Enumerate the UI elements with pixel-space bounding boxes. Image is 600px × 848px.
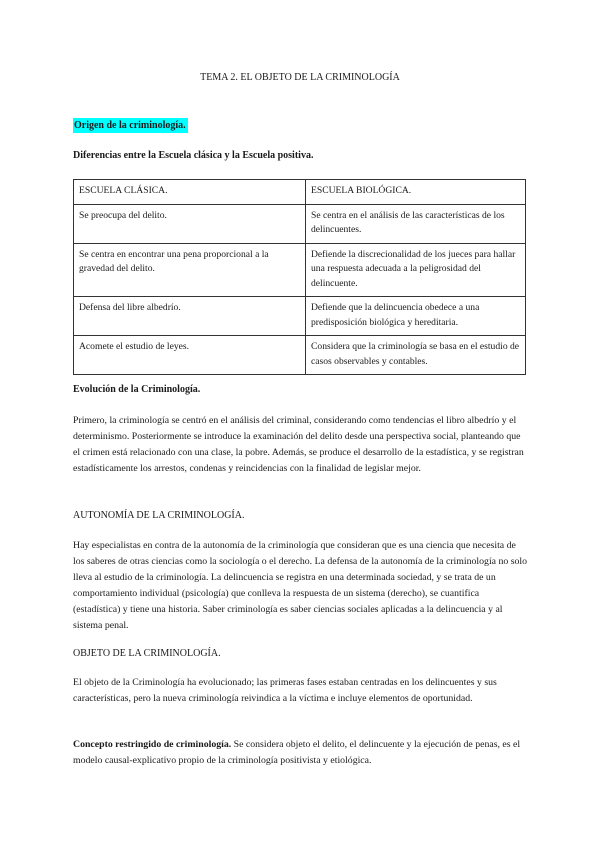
table-row <box>74 204 526 243</box>
table-cell: Acomete el estudio de leyes. <box>74 336 306 375</box>
table-cell: Defensa del libre albedrío. <box>74 297 306 336</box>
concepto-bold-label: Concepto restringido de criminología. <box>73 739 232 750</box>
concepto-paragraph <box>73 737 528 769</box>
table-header-row <box>74 180 526 205</box>
document-title: TEMA 2. EL OBJETO DE LA CRIMINOLOGÍA <box>200 72 400 83</box>
table-cell: Defiende la discrecionalidad de los jueces para hallar una respuesta adecuada a la peligrosidad del delincuente. <box>306 243 526 297</box>
comparison-table <box>73 179 526 375</box>
objeto-heading: OBJETO DE LA CRIMINOLOGÍA. <box>73 648 221 659</box>
autonomia-heading: AUTONOMÍA DE LA CRIMINOLOGÍA. <box>73 510 245 521</box>
table-cell: Se preocupa del delito. <box>74 204 306 243</box>
autonomia-paragraph: Hay especialistas en contra de la autonomía de la criminología que consideran que es una ciencia que necesita de los saberes de otras ciencias como la sociología o el derecho. La defensa de la autonomía de la criminología no solo lleva al estudio de la criminología. La delincuencia se registra en una determinada sociedad, y se trata de un comportamiento individual (psicología) que conlleva la respuesta de un sistema (derecho), se cuantifica (estadística) y tiene una historia. Saber criminología es saber ciencias sociales aplicadas a la delincuencia y al sistema penal. <box>73 540 528 631</box>
table-header-cell: ESCUELA CLÁSICA. <box>74 180 306 205</box>
concepto-text: Se considera objeto el delito, el delincuente y la ejecución de penas, es el modelo causal-explicativo propio de la criminología positivista y etiológica. <box>73 739 521 766</box>
table-subheading: Diferencias entre la Escuela clásica y la Escuela positiva. <box>73 150 314 161</box>
evolucion-paragraph: Primero, la criminología se centró en el análisis del criminal, considerando como tendencias el libro albedrío y el determinismo. Posteriormente se introduce la examinación del delito desde una perspectiva social, planteando que el crimen está relacionado con una clase, la pobre. Además, se produce el desarrollo de la estadística, y se registran estadísticamente los arrestos, condenas y reincidencias con la finalidad de legislar mejor. <box>73 415 524 474</box>
highlighted-heading: Origen de la criminología. <box>74 120 186 131</box>
table-header-cell: ESCUELA BIOLÓGICA. <box>306 180 526 205</box>
table-cell: Considera que la criminología se basa en el estudio de casos observables y contables. <box>306 336 526 375</box>
table-row <box>74 297 526 336</box>
evolucion-heading: Evolución de la Criminología. <box>73 384 201 395</box>
table-cell: Se centra en el análisis de las características de los delincuentes. <box>306 204 526 243</box>
objeto-paragraph: El objeto de la Criminología ha evolucionado; las primeras fases estaban centradas en los delincuentes y sus características, pero la nueva criminología reivindica a la víctima e incluye elementos de oportunidad. <box>73 677 497 704</box>
table-row <box>74 336 526 375</box>
table-cell: Defiende que la delincuencia obedece a una predisposición biológica y hereditaria. <box>306 297 526 336</box>
table-row <box>74 243 526 297</box>
table-cell: Se centra en encontrar una pena proporcional a la gravedad del delito. <box>74 243 306 297</box>
